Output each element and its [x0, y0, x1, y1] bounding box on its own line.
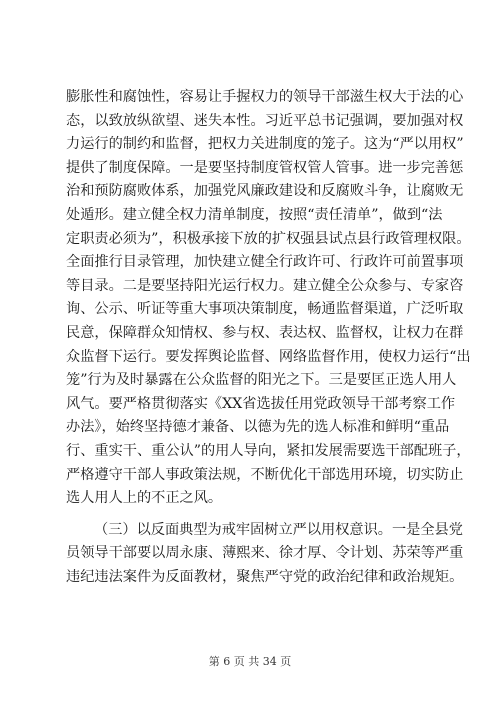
text-line: 等目录。二是要坚持阳光运行权力。建立健全公众参与、专家咨	[66, 277, 464, 294]
page-number: 第 6 页 共 34 页	[208, 655, 292, 668]
paragraph-1	[66, 86, 471, 511]
page-footer	[0, 653, 500, 669]
text-line: 选人用人上的不正之风。	[66, 490, 223, 507]
text-line: 办法》，始终坚持德才兼备、以德为先的选人标准和鲜明“重品	[66, 419, 450, 436]
text-line: 态，以致放纵欲望、迷失本性。习近平总书记强调，要加强对权	[66, 112, 464, 129]
text-line: 处遁形。建立健全权力清单制度，按照“责任清单”，做到“法	[66, 206, 443, 223]
text-line: 众监督下运行。要发挥舆论监督、网络监督作用，使权力运行“出	[66, 348, 471, 365]
text-line: 提供了制度保障。一是要坚持制度管权管人管事。进一步完善惩	[66, 159, 464, 176]
text-line: 行、重实干、重公认”的用人导向，紧扣发展需要选干部配班子，	[66, 442, 471, 459]
document-body	[66, 86, 471, 589]
text-line: 膨胀性和腐蚀性，容易让手握权力的领导干部滋生权大于法的心	[66, 89, 464, 105]
text-line: （三）以反面典型为戒牢固树立严以用权意识。一是全县党	[94, 521, 463, 538]
text-line: 力运行的制约和监督，把权力关进制度的笼子。这为“严以用权”	[66, 136, 464, 153]
text-line: 询、公示、听证等重大事项决策制度，畅通监督渠道，广泛听取	[66, 301, 464, 318]
text-line: 治和预防腐败体系，加强党风廉政建设和反腐败斗争，让腐败无	[66, 183, 464, 200]
text-line: 风气。要严格贯彻落实《XX省选拔任用党政领导干部考察工作	[66, 395, 456, 412]
text-line: 定职责必须为”，积极承接下放的扩权强县试点县行政管理权限。	[66, 230, 471, 247]
paragraph-2	[66, 519, 464, 590]
text-line: 违纪违法案件为反面教材，聚焦严守党的政治纪律和政治规矩。	[66, 568, 464, 585]
text-line: 全面推行目录管理，加快建立健全行政许可、行政许可前置事项	[66, 254, 464, 271]
text-line: 民意，保障群众知情权、参与权、表达权、监督权，让权力在群	[66, 324, 464, 341]
text-line: 员领导干部要以周永康、薄熙来、徐才厚、令计划、苏荣等严重	[66, 545, 464, 562]
text-line: 严格遵守干部人事政策法规，不断优化干部选用环境，切实防止	[66, 466, 464, 483]
text-line: 笼”行为及时暴露在公众监督的阳光之下。三是要匡正选人用人	[66, 372, 457, 389]
